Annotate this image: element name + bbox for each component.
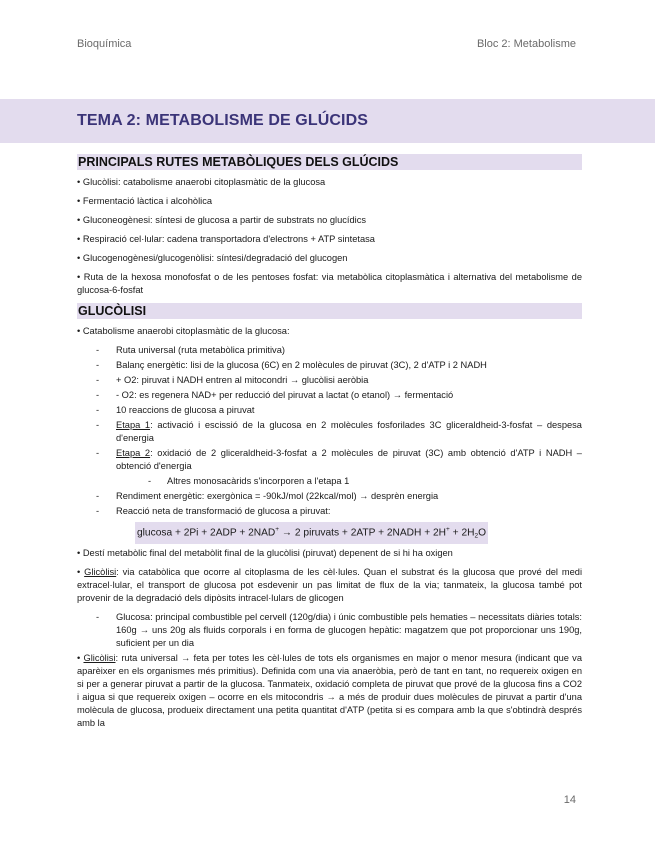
etapa1-label: Etapa 1 bbox=[116, 420, 151, 430]
dash-item bbox=[77, 490, 582, 503]
dash-item-text: - O2: es regenera NAD+ per reducció del piruvat a lactat (o etanol) → fermentació bbox=[116, 390, 454, 400]
formula-part: O bbox=[478, 527, 487, 539]
formula-superscript: + bbox=[446, 526, 450, 533]
header-block: Bloc 2: Metabolisme bbox=[476, 38, 576, 50]
dash-item-text: Glucosa: principal combustible pel cervell (120g/dia) i únic combustible pels hematies – necessitats diàries totals: 160g → uns 20g als fluids corporals i en forma de glucogen hepàtic: magatzem que pot proporcionar uns 190g, suficient per un dia bbox=[116, 612, 582, 649]
formula-part: → 2 piruvats + 2ATP + 2NADH + 2H bbox=[279, 527, 447, 539]
dash-bullet: - bbox=[148, 476, 152, 486]
paragraph-glicolisi-2: • Glicòlisi: ruta universal → feta per totes les cèl·lules de tots els organismes en major o menor mesura (indicant que va aparèixer en els organismes més primitius). Definida com una via anaeròbia, però de tant en tant, no requereix oxigen en si per a generar piruvat a partir de la glucosa. Tanmateix, oxidació completa de piruvat que prové de la glucosa fins a CO2 i aigua si que requereix oxigen – ocorre en els mitocondris → a més de produir dues molècules de piruvat a partir d'una molècula de glucosa, produeix directament una petita quantitat d'ATP (petita si es compara amb la que s'obtindrà després amb la bbox=[77, 653, 582, 729]
header-subject: Bioquímica bbox=[77, 38, 132, 50]
list-item: • Glucòlisi: catabolisme anaerobi citoplasmàtic de la glucosa bbox=[77, 177, 326, 187]
dash-item-glucosa bbox=[77, 611, 582, 650]
dash-item-text: Reacció neta de transformació de glucosa a piruvat: bbox=[116, 506, 331, 516]
dash-item-etapa1 bbox=[77, 419, 582, 445]
dash-bullet: - bbox=[96, 390, 100, 400]
etapa1-text: : activació i escissió de la glucosa en 2 molècules fosforilades 3C gliceraldheid-3-fosfat – despesa d'energia bbox=[116, 420, 582, 443]
dash-bullet: - bbox=[96, 405, 100, 415]
paragraph-glicolisi-1: • Glicòlisi: via catabòlica que ocorre al citoplasma de les cèl·lules. Quan el substrat és la glucosa que prové del medi extracel·lular, el transport de glucosa pot esdevenir un pas limitat de flux de la via; tanmateix, la glucosa també pot provenir de la degradació dels dipòsits intracel·lulars de glicogen bbox=[77, 567, 583, 604]
dash-item-text: Balanç energètic: lisi de la glucosa (6C) en 2 molècules de piruvat (3C), 2 d'ATP i 2 NADH bbox=[116, 360, 487, 370]
dash-item bbox=[77, 404, 582, 417]
paragraph-label: Glicòlisi bbox=[83, 653, 116, 664]
dash-item-text: Rendiment energètic: exergònica = -90kJ/mol (22kcal/mol) → desprèn energia bbox=[116, 491, 439, 501]
document-body bbox=[77, 154, 582, 730]
list-item: • Ruta de la hexosa monofosfat o de les pentoses fosfat: via metabòlica citoplasmàtica i alternativa del metabolisme de glucosa-6-fosfat bbox=[77, 272, 582, 295]
formula-part: + 2H bbox=[449, 527, 475, 539]
desti-metabolic: • Destí metabòlic final del metabòlit final de la glucòlisi (piruvat) depenent de si hi ha oxigen bbox=[77, 548, 453, 559]
dash-bullet: - bbox=[96, 360, 100, 370]
dash-bullet: - bbox=[96, 612, 100, 623]
section-heading-rutes: PRINCIPALS RUTES METABÒLIQUES DELS GLÚCIDS bbox=[77, 154, 582, 170]
list-item: • Glucogenogènesi/glucogenòlisi: síntesi/degradació del glucogen bbox=[77, 253, 348, 263]
section-heading-glucolisi: GLUCÒLISI bbox=[77, 303, 582, 319]
dash-item-text: + O2: piruvat i NADH entren al mitocondri → glucòlisi aeròbia bbox=[116, 375, 369, 385]
paragraph-text: : ruta universal → feta per totes les cèl·lules de tots els organismes en major o menor mesura (indicant que va aparèixer en els organismes més primitius). Definida com una via anaeròbia, però de tant en tant, no requereix oxigen en si per a generar piruvat a partir de la glucosa. Tanmateix, oxidació completa de piruvat que prové de la glucosa fins a CO2 i aigua si que requereix oxigen – ocorre en els mitocondris → a més de produir dues molècules de piruvat a partir d'una molècula de glucosa, produeix directament una petita quantitat d'ATP (petita si es compara amb la que s'obtindrà després amb la bbox=[77, 653, 582, 729]
page-number: 14 bbox=[563, 794, 576, 806]
formula-part: glucosa + 2Pi + 2ADP + 2NAD bbox=[137, 527, 276, 539]
list-item: • Gluconeogènesi: síntesi de glucosa a partir de substrats no glucídics bbox=[77, 215, 367, 225]
formula-subscript: 2 bbox=[474, 532, 479, 540]
dash-subitem bbox=[77, 475, 582, 488]
dash-item-text: Ruta universal (ruta metabòlica primitiva) bbox=[116, 345, 285, 355]
dash-item bbox=[77, 344, 582, 357]
title-band bbox=[0, 99, 655, 143]
formula-superscript: + bbox=[275, 526, 280, 533]
dash-item bbox=[77, 374, 582, 387]
page-title: TEMA 2: METABOLISME DE GLÚCIDS bbox=[77, 112, 368, 129]
etapa2-label: Etapa 2 bbox=[116, 448, 151, 458]
glucolisi-intro: • Catabolisme anaerobi citoplasmàtic de la glucosa: bbox=[77, 326, 290, 336]
net-reaction-formula bbox=[135, 522, 488, 544]
dash-bullet: - bbox=[96, 420, 100, 430]
etapa2-text: : oxidació de 2 gliceraldheid-3-fosfat a 2 molècules de piruvat (3C) amb obtenció d'ATP i NADH – obtenció d'energia bbox=[116, 448, 582, 471]
dash-bullet: - bbox=[96, 448, 100, 458]
dash-item bbox=[77, 359, 582, 372]
dash-bullet: - bbox=[96, 345, 100, 355]
dash-bullet: - bbox=[96, 375, 100, 385]
list-item: • Fermentació làctica i alcohòlica bbox=[77, 196, 213, 206]
dash-item bbox=[77, 505, 582, 518]
dash-bullet: - bbox=[96, 491, 100, 501]
dash-item-text: 10 reaccions de glucosa a piruvat bbox=[116, 405, 255, 415]
dash-bullet: - bbox=[96, 506, 100, 516]
dash-item bbox=[77, 389, 582, 402]
list-item: • Respiració cel·lular: cadena transportadora d'electrons + ATP sintetasa bbox=[77, 234, 375, 244]
paragraph-label: Glicòlisi bbox=[84, 567, 117, 578]
paragraph-text: : via catabòlica que ocorre al citoplasma de les cèl·lules. Quan el substrat és la glucosa que prové del medi extracel·lular, el transport de glucosa pot esdevenir un pas limitat de flux de la via; tanmateix, la glucosa també pot provenir de la degradació dels dipòsits intracel·lulars de glicogen bbox=[77, 567, 583, 604]
dash-item-etapa2 bbox=[77, 447, 582, 473]
dash-subitem-text: Altres monosacàrids s'incorporen a l'etapa 1 bbox=[167, 476, 350, 486]
